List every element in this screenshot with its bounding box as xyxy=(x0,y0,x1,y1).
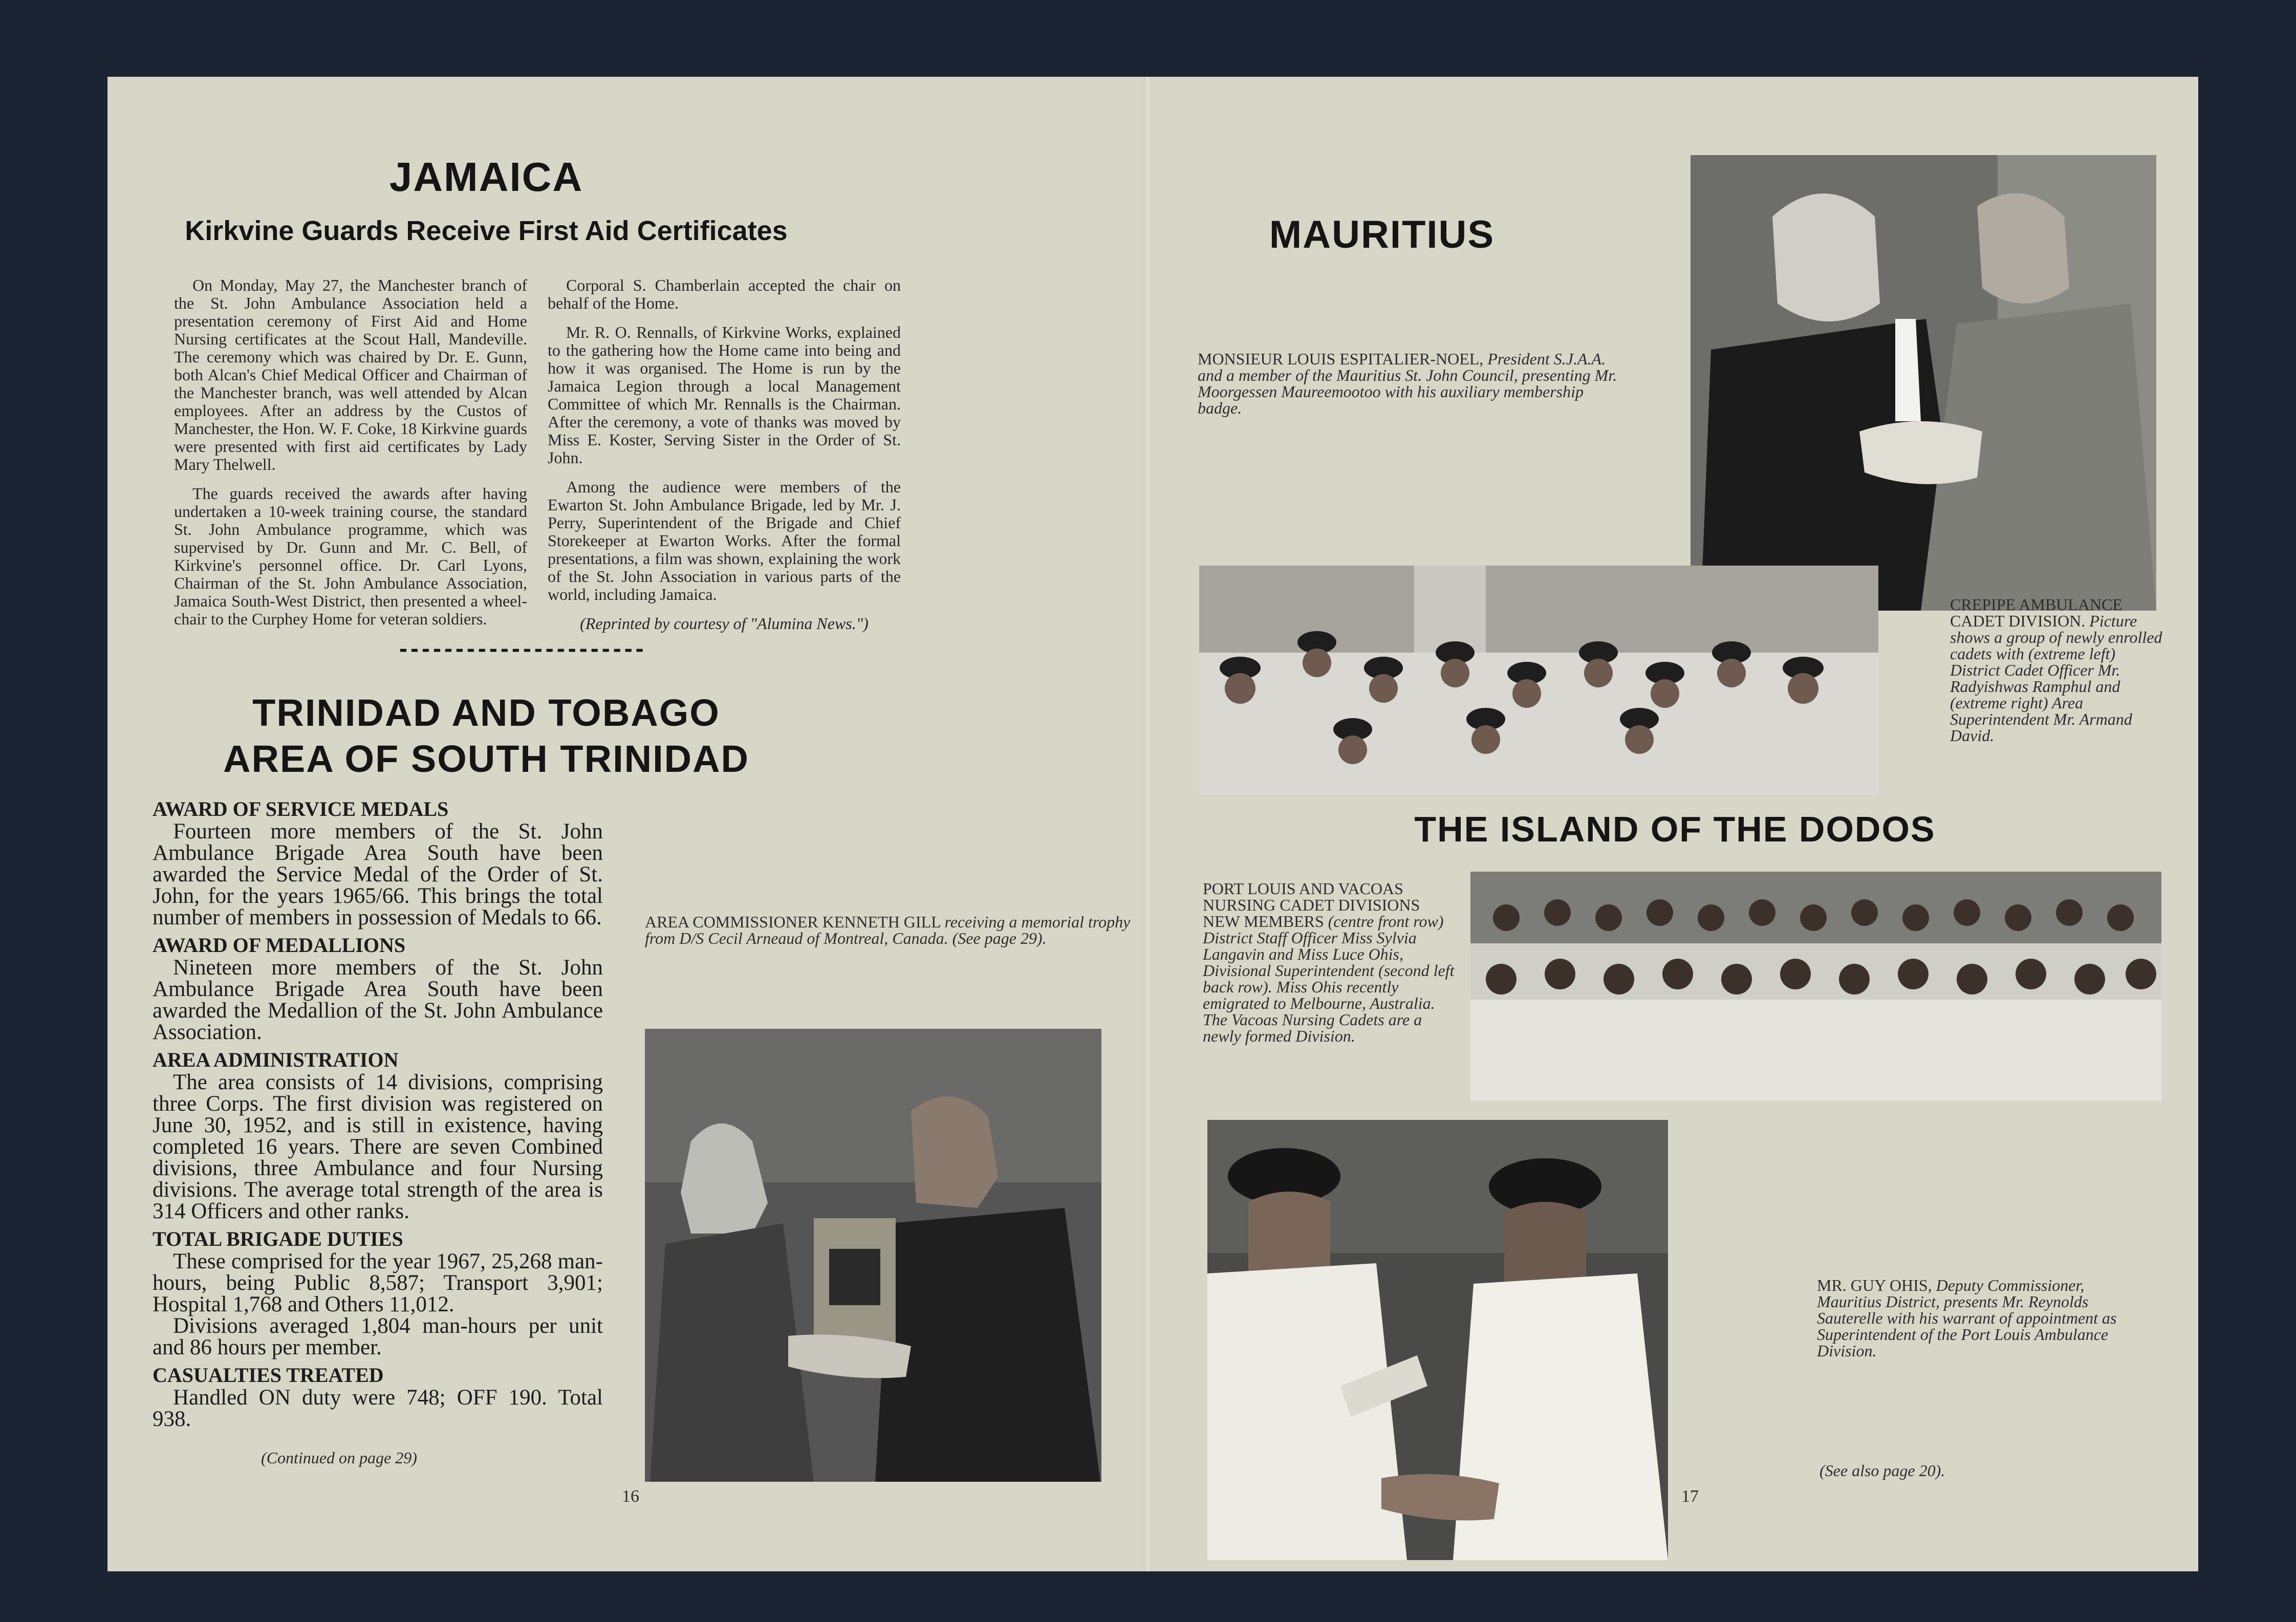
trinidad-report xyxy=(153,798,603,1430)
nursing-cadets-photo xyxy=(1470,872,2161,1101)
caption-3-name: PORT LOUIS AND VACOAS NURSING CADET DIVISIONS NEW MEMBERS xyxy=(1203,879,1420,931)
cadet-group-photo xyxy=(1199,566,1878,795)
caption-1-name: MONSIEUR LOUIS ESPITALIER-NOEL, xyxy=(1198,350,1484,368)
jamaica-column-1 xyxy=(174,276,527,639)
mauritius-caption-2 xyxy=(1950,596,2165,744)
mauritius-caption-1 xyxy=(1198,351,1617,416)
caption-4-name: MR. GUY OHIS, xyxy=(1817,1276,1932,1294)
dodos-heading: THE ISLAND OF THE DODOS xyxy=(1414,809,1936,849)
service-medals-heading: AWARD OF SERVICE MEDALS xyxy=(153,797,449,820)
jamaica-paragraph-4: Mr. R. O. Rennalls, of Kirkvine Works, explained to the gathering how the Home came into being and how it was organised. The Home is run by the Jamaica Legion through a local Management Committee of which Mr. Rennalls is the Chairman. After the ceremony, a vote of thanks was moved by Miss E. Koster, Serving Sister in the Order of St. John. xyxy=(548,323,901,467)
medallions-text: Nineteen more members of the St. John Ambulance Brigade Area South have been awarded the Medallion of the St. John Ambulance Association. xyxy=(153,956,603,1044)
see-also-note: (See also page 20). xyxy=(1820,1461,1945,1480)
jamaica-paragraph-5: Among the audience were members of the Ewarton St. John Ambulance Brigade, led by Mr. J. Perry, Superintendent of the Brigade and Chief Storekeeper at Ewarton Works. After the formal presentations, a film was shown, explaining the work of the St. John Association in various parts of the world, including Jamaica. xyxy=(548,478,901,603)
right-page xyxy=(1152,77,2198,1571)
continued-note: (Continued on page 29) xyxy=(261,1448,417,1467)
administration-text: The area consists of 14 divisions, comprising three Corps. The first division was registered on June 30, 1952, and is still in existence, having completed 16 years. There are seven Combined divisions, three Ambulance and four Nursing divisions. The average total strength of the area is 314 Officers and other ranks. xyxy=(153,1070,603,1223)
caption-3-text: (centre front row) District Staff Officer Miss Sylvia Langavin and Miss Luce Ohis, Divisional Superintendent (second left back row). Miss Ohis recently emigrated to Melbourne, Australia. The Vacoas Nursing Cadets are a newly formed Division. xyxy=(1203,912,1455,1045)
casualties-heading: CASUALTIES TREATED xyxy=(153,1364,384,1387)
page-number-left: 16 xyxy=(622,1487,639,1506)
jamaica-column-2 xyxy=(548,276,901,633)
caption-2-name: CREPIPE AMBULANCE CADET DIVISION. xyxy=(1950,595,2122,630)
badge-presentation-photo xyxy=(1691,155,2156,611)
medallions-heading: AWARD OF MEDALLIONS xyxy=(153,934,406,957)
trinidad-caption-name: AREA COMMISSIONER KENNETH GILL xyxy=(645,913,941,931)
mauritius-caption-3 xyxy=(1203,880,1459,1044)
section-divider: ---------------------- xyxy=(399,635,647,662)
administration-heading: AREA ADMINISTRATION xyxy=(153,1048,399,1071)
left-page xyxy=(107,77,1144,1571)
jamaica-title: JAMAICA xyxy=(389,154,583,200)
trophy-presentation-photo xyxy=(645,1029,1101,1482)
mauritius-title: MAURITIUS xyxy=(1269,213,1495,256)
duties-heading: TOTAL BRIGADE DUTIES xyxy=(153,1227,403,1250)
warrant-presentation-photo xyxy=(1207,1120,1668,1560)
caption-1-text: President S.J.A.A. and a member of the Mauritius St. John Council, presenting Mr. Moorgessen Maureemootoo with his auxiliary membership badge. xyxy=(1198,350,1617,417)
duties-text: These comprised for the year 1967, 25,268 man-hours, being Public 8,587; Transport 3,901; Hospital 1,768 and Others 11,012. xyxy=(153,1249,603,1316)
mauritius-caption-4 xyxy=(1817,1277,2124,1359)
trinidad-caption-text: receiving a memorial trophy from D/S Cecil Arneaud of Montreal, Canada. (See page 29). xyxy=(645,913,1131,947)
jamaica-paragraph-2: The guards received the awards after having undertaken a 10-week training course, the standard St. John Ambulance programme, which was supervised by Dr. Gunn and Mr. C. Bell, of Kirkvine's personnel office. Dr. Carl Lyons, Chairman of the St. John Ambulance Association, Jamaica South-West District, then presented a wheel-chair to the Curphey Home for veteran soldiers. xyxy=(174,484,527,628)
caption-4-text: Deputy Commissioner, Mauritius District, presents Mr. Reynolds Sauterelle with his warrant of appointment as Superintendent of the Port Louis Ambulance Division. xyxy=(1817,1276,2117,1360)
jamaica-subtitle: Kirkvine Guards Receive First Aid Certificates xyxy=(185,215,788,246)
page-number-right: 17 xyxy=(1681,1487,1699,1506)
jamaica-paragraph-1: On Monday, May 27, the Manchester branch of the St. John Ambulance Association held a presentation ceremony of First Aid and Home Nursing certificates at the Scout Hall, Mandeville. The ceremony which was chaired by Dr. E. Gunn, both Alcan's Chief Medical Officer and Chairman of the Manchester branch, was well attended by Alcan employees. After an address by the Custos of Manchester, the Hon. W. F. Coke, 18 Kirkvine guards were presented with first aid certificates by Lady Mary Thelwell. xyxy=(174,276,527,473)
trinidad-title-line1: TRINIDAD AND TOBAGO xyxy=(252,691,720,734)
jamaica-credit: (Reprinted by courtesy of "Alumina News.") xyxy=(580,614,869,633)
casualties-text: Handled ON duty were 748; OFF 190. Total 938. xyxy=(153,1386,603,1431)
service-medals-text: Fourteen more members of the St. John Ambulance Brigade Area South have been awarded the Service Medal of the Order of St. John, for the years 1965/66. This brings the total number of members in possession of Medals to 66. xyxy=(153,819,603,929)
jamaica-paragraph-3: Corporal S. Chamberlain accepted the chair on behalf of the Home. xyxy=(548,276,901,312)
trinidad-photo-caption xyxy=(645,914,1131,946)
caption-2-text: Picture shows a group of newly enrolled cadets with (extreme left) District Cadet Officer Mr. Radyishwas Ramphul and (extreme right) Area Superintendent Mr. Armand David. xyxy=(1950,612,2162,745)
duties-text-2: Divisions averaged 1,804 man-hours per unit and 86 hours per member. xyxy=(153,1314,603,1359)
trinidad-title-line2: AREA OF SOUTH TRINIDAD xyxy=(223,738,749,780)
